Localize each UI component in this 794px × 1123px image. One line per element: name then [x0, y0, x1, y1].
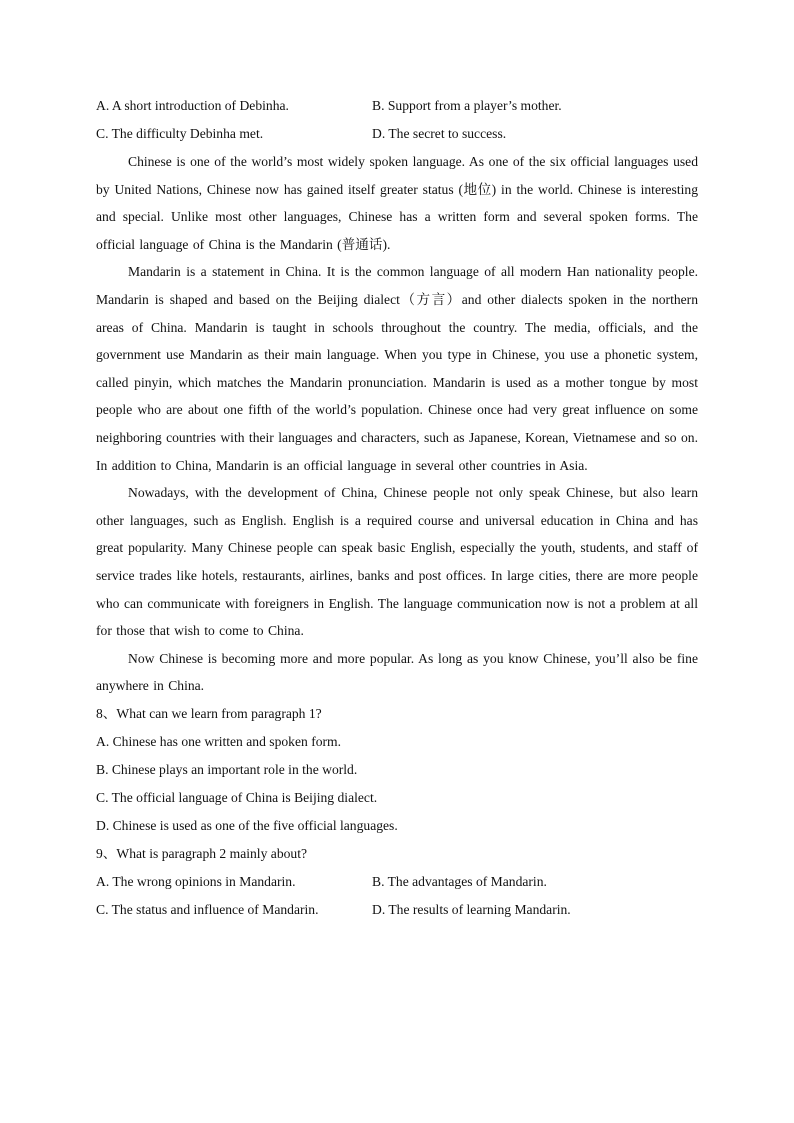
prev-options-row-2 — [96, 120, 698, 148]
question-9-options-row-2 — [96, 896, 698, 924]
question-9-option-b: B. The advantages of Mandarin. — [372, 873, 547, 889]
prev-option-b: B. Support from a player’s mother. — [372, 98, 562, 113]
prev-option-a: A. A short introduction of Debinha. — [96, 98, 289, 113]
prev-options-row-1 — [96, 92, 698, 120]
passage-paragraph-4: Now Chinese is becoming more and more popular. As long as you know Chinese, you’ll also be fine anywhere in China. — [96, 650, 698, 694]
question-9-options-row-1 — [96, 868, 698, 896]
question-9-option-c: C. The status and influence of Mandarin. — [96, 901, 319, 917]
question-8-option-b: B. Chinese plays an important role in the world. — [96, 761, 358, 777]
question-9-option-d: D. The results of learning Mandarin. — [372, 901, 571, 917]
document-page — [96, 92, 698, 924]
prev-option-c: C. The difficulty Debinha met. — [96, 126, 264, 141]
prev-option-d: D. The secret to success. — [372, 126, 507, 141]
question-8-option-d: D. Chinese is used as one of the five official languages. — [96, 817, 398, 833]
question-8-option-a: A. Chinese has one written and spoken form. — [96, 733, 342, 749]
passage-paragraph-1: Chinese is one of the world’s most widely spoken language. As one of the six official languages used by United Nations, Chinese now has gained itself greater status (地位) in the world. Chinese is interesting and special. Unlike most other languages, Chinese has a written form and several spoken forms. The official language of China is the Mandarin (普通话). — [96, 154, 698, 252]
question-9-option-a: A. The wrong opinions in Mandarin. — [96, 873, 296, 889]
question-8-stem: 8、What can we learn from paragraph 1? — [96, 705, 322, 721]
question-9-stem: 9、What is paragraph 2 mainly about? — [96, 845, 308, 861]
passage-paragraph-3: Nowadays, with the development of China, Chinese people not only speak Chinese, but also learn other languages, such as English. English is a required course and universal education in China and has great popularity. Many Chinese people can speak basic English, especially the youth, students, and staff of service trades like hotels, restaurants, airlines, banks and post offices. In large cities, there are more people who can communicate with foreigners in English. The language communication now is not a problem at all for those that wish to come to China. — [96, 485, 698, 639]
question-8-option-c: C. The official language of China is Beijing dialect. — [96, 789, 378, 805]
passage-paragraph-2: Mandarin is a statement in China. It is the common language of all modern Han nationality people. Mandarin is shaped and based on the Beijing dialect（方言）and other dialects spoken in the northern areas of China. Mandarin is taught in schools throughout the country. The media, officials, and the government use Mandarin as their main language. When you type in Chinese, you use a phonetic system, called pinyin, which matches the Mandarin pronunciation. Mandarin is used as a mother tongue by most people who are about one fifth of the world’s population. Chinese once had very great influence on some neighboring countries with their languages and characters, such as Japanese, Korean, Vietnamese and so on. In addition to China, Mandarin is an official language in several other countries in Asia. — [96, 264, 698, 473]
